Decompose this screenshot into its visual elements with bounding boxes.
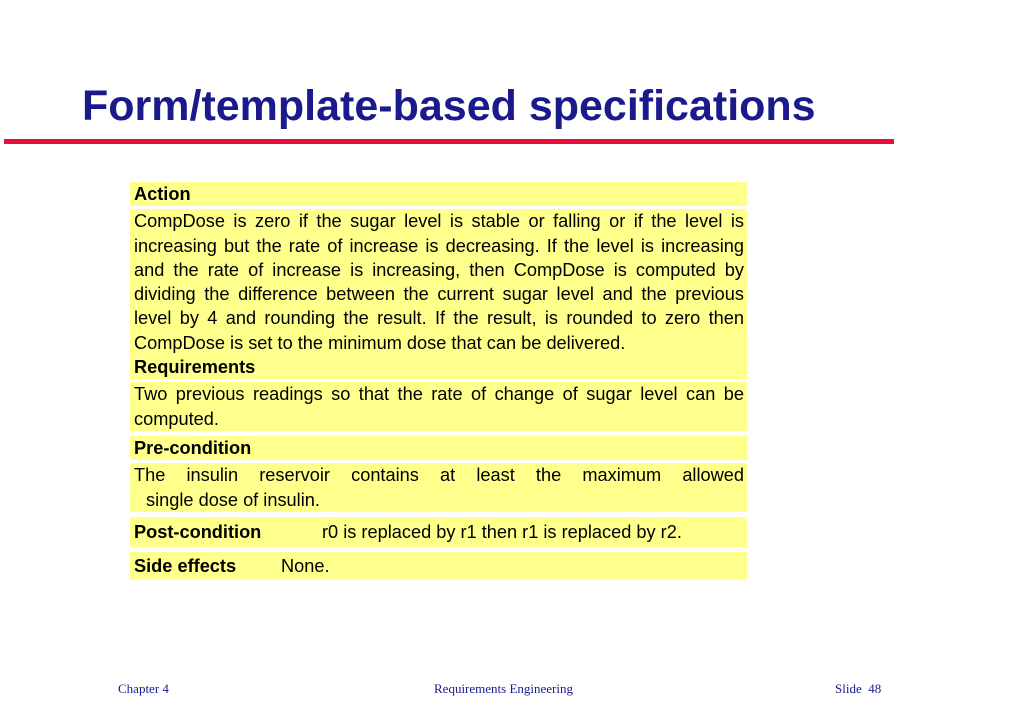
side-effects-label: Side effects — [134, 556, 237, 577]
postcondition-row — [130, 517, 747, 547]
requirements-description: Two previous readings so that the rate of change of sugar level can be computed. — [130, 382, 747, 431]
footer-slide-value: 48 — [868, 681, 882, 696]
precondition-line-1: The insulin reservoir contains at least the maximum allowed — [134, 465, 744, 486]
footer-topic: Requirements Engineering — [434, 681, 573, 696]
slide-title: Form/template-based specifications — [82, 82, 816, 130]
footer-chapter: Chapter 4 — [118, 681, 169, 696]
postcondition-label: Post-condition — [134, 521, 262, 542]
footer-slide-number — [835, 681, 881, 697]
precondition-description — [130, 463, 747, 512]
title-divider — [4, 139, 894, 144]
precondition-line-2: single dose of insulin. — [146, 489, 320, 510]
postcondition-value: r0 is replaced by r1 then r1 is replaced by r2. — [322, 521, 682, 542]
action-header: Action — [130, 182, 747, 206]
side-effects-row — [130, 552, 747, 580]
precondition-line-2-wrap — [134, 488, 744, 512]
spec-form-table — [130, 182, 747, 580]
precondition-header: Pre-condition — [130, 436, 747, 460]
action-description: CompDose is zero if the sugar level is stable or falling or if the level is increasing but the rate of increase is decreasing. If the level is increasing and the rate of increase is increasing, then CompDose is computed by dividing the difference between the current sugar level and the previous level by 4 and rounding the result. If the result, is rounded to zero then CompDose is set to the minimum dose that can be delivered. — [130, 209, 747, 355]
side-effects-value: None. — [281, 556, 330, 577]
footer-slide-label: Slide — [835, 681, 862, 696]
requirements-header: Requirements — [130, 355, 747, 379]
